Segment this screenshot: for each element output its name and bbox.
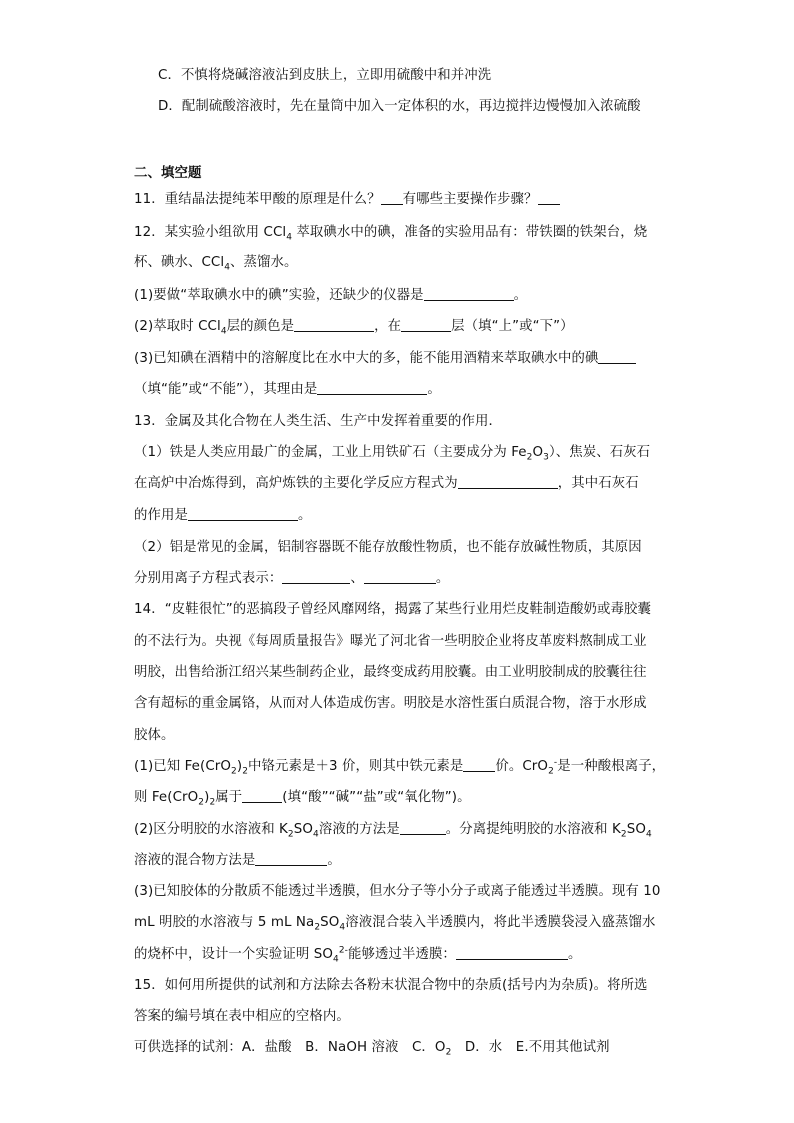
q14-part3-line3: 的烧杯中，设计一个实验证明 $SO_4^{2-}$能够透过半透膜： 。 (134, 945, 582, 965)
q14-part3-line1: (3)已知胶体的分散质不能透过半透膜，但水分子等小分子或离子能透过半透膜。现有 10 (134, 884, 661, 899)
q10-option-c: C．不慎将烧碱溶液沾到皮肤上，立即用硫酸中和并冲洗 (158, 68, 492, 83)
q13-part1-line3: 的作用是 。 (134, 508, 312, 523)
q12-stem-line1: 12．某实验小组欲用 CCl$_4$ 萃取碘水中的碘，准备的实验用品有：带铁圈的铁架台，烧 (134, 225, 648, 243)
answer-blank[interactable] (294, 317, 374, 332)
q14-part1-line1: (1)已知 $Fe(CrO_2)_2$中铬元素是＋3 价，则其中铁元素是 价。CrO$_2$-是一种酸根离子， (134, 757, 666, 777)
q14-stem-line5: 胶体。 (134, 728, 175, 743)
q13-part1-line1: （1）铁是人类应用最广的金属，工业上用铁矿石（主要成分为 $Fe_2O_3$）、焦炭、石灰石 (134, 445, 651, 463)
q14-stem-line3: 明胶，出售给浙江绍兴某些制药企业，最终变成药用胶囊。由工业明胶制成的胶囊往往 (134, 665, 647, 680)
q14-part2-line2: 溶液的混合物方法是 。 (134, 853, 341, 868)
q12-part2: (2)萃取时 CCl$_4$层的颜色是 ，在 层（填“上”或“下”） (134, 319, 574, 337)
q14-part3-line2: mL 明胶的水溶液与 5 mL $Na_2SO_4$溶液混合装入半透膜内，将此半透膜袋浸入盛蒸馏水 (134, 915, 656, 933)
answer-blank[interactable] (463, 757, 495, 772)
answer-blank[interactable] (317, 380, 427, 395)
answer-blank[interactable] (188, 506, 298, 521)
q13-part2-line2: 分别用离子方程式表示： 、 。 (134, 571, 450, 586)
answer-blank[interactable] (401, 317, 451, 332)
answer-blank[interactable] (400, 820, 446, 835)
answer-blank[interactable] (282, 569, 350, 584)
section-title: 二、填空题 (134, 166, 202, 181)
q12-part3-line1: (3)已知碘在酒精中的溶解度比在水中大的多，能不能用酒精来萃取碘水中的碘 (134, 349, 734, 369)
answer-blank[interactable] (538, 190, 560, 205)
q12-stem-line2: 杯、碘水、CCl$_4$、蒸馏水。 (134, 255, 298, 273)
q12-part1: (1)要做“萃取碘水中的碘”实验，还缺少的仪器是 。 (134, 288, 528, 303)
answer-blank[interactable] (456, 945, 568, 960)
answer-blank[interactable] (364, 569, 436, 584)
q13-part2-line1: （2）铝是常见的金属，铝制容器既不能存放酸性物质，也不能存放碱性物质，其原因 (134, 540, 642, 555)
q15-stem-line1: 15．如何用所提供的试剂和方法除去各粉末状混合物中的杂质(括号内为杂质)。将所选 (134, 978, 648, 993)
answer-blank[interactable] (255, 851, 327, 866)
answer-blank[interactable] (242, 788, 282, 803)
q14-part2-line1: (2)区分明胶的水溶液和 $K_2SO_4$溶液的方法是 。分离提纯明胶的水溶液和 $K_2SO_4$ (134, 822, 652, 840)
q13-stem: 13．金属及其化合物在人类生活、生产中发挥着重要的作用． (134, 414, 502, 429)
q15-stem-line2: 答案的编号填在表中相应的空格内。 (134, 1009, 350, 1024)
q13-part1-line2: 在高炉中冶炼得到，高炉炼铁的主要化学反应方程式为 ，其中石灰石 (134, 476, 639, 491)
q12-part3-line2: （填“能”或“不能”），其理由是 。 (134, 382, 441, 397)
q14-stem-line4: 含有超标的重金属铬，从而对人体造成伤害。明胶是水溶性蛋白质混合物，溶于水形成 (134, 696, 647, 711)
q15-reagents: 可供选择的试剂：A．盐酸 B．NaOH 溶液 C．$O_2$ D．水 E.不用其他试剂 (134, 1040, 610, 1058)
q14-stem-line2: 的不法行为。央视《每周质量报告》曝光了河北省一些明胶企业将皮革废料熬制成工业 (134, 634, 647, 649)
q11: 11．重结晶法提纯苯甲酸的原理是什么？ 有哪些主要操作步骤？ (134, 190, 734, 210)
answer-blank[interactable] (458, 474, 558, 489)
q14-stem-line1: 14．“皮鞋很忙”的恶搞段子曾经风靡网络，揭露了某些行业用烂皮鞋制造酸奶或毒胶囊 (134, 602, 651, 617)
answer-blank[interactable] (424, 286, 514, 301)
answer-blank[interactable] (598, 349, 636, 364)
answer-blank[interactable] (381, 190, 403, 205)
q14-part1-line2: 则 $Fe(CrO_2)_2$属于 (填“酸”“碱”“盐”或“氧化物”)。 (134, 790, 471, 808)
q10-option-d: D．配制硫酸溶液时，先在量筒中加入一定体积的水，再边搅拌边慢慢加入浓硫酸 (158, 99, 641, 114)
